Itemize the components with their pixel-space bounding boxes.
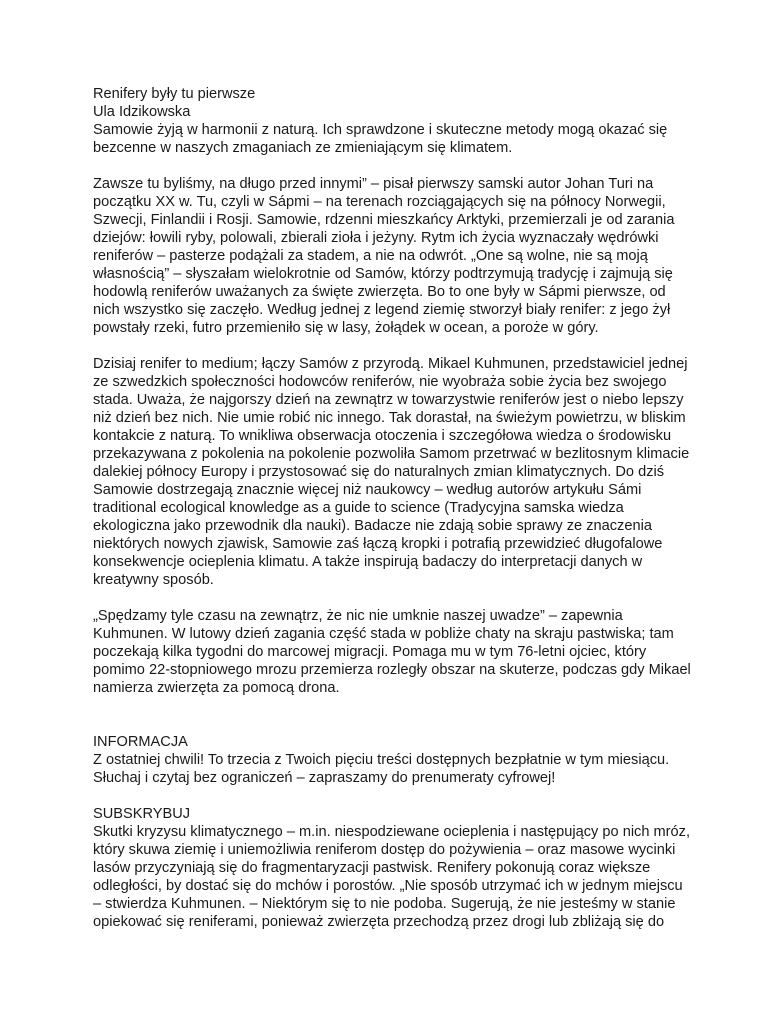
info-heading: INFORMACJA (93, 734, 188, 750)
body-line: przekazywana z pokolenia na pokolenie pozwoliła Samom przetrwać w bezlitosnym klimacie (93, 446, 690, 462)
info-line: Z ostatniej chwili! To trzecia z Twoich pięciu treści dostępnych bezpłatnie w tym miesiącu. (93, 752, 670, 768)
info-box (93, 733, 683, 787)
subscribe-link[interactable]: SUBSKRYBUJ (93, 806, 191, 822)
lead-line: bezcenne w naszych zmaganiach ze zmieniającym się klimatem. (93, 140, 513, 156)
body-line: ekologiczna jako przewodnik dla nauki). Badacze nie zdają sobie sprawy ze znaczenia (93, 518, 652, 534)
body-line: kontakcie z naturą. To wnikliwa obserwacja otoczenia i szczegółowa wiedza o środowisku (93, 428, 672, 444)
body-line: reniferów – pasterze podążali za stadem, a nie na odwrót. „One są wolne, nie są moją (93, 248, 648, 264)
body-line: Szwecji, Finlandii i Rosji. Samowie, rdzenni mieszkańcy Arktyki, przemierzali je od zarania (93, 212, 675, 228)
body-line: początku XX w. Tu, czyli w Sápmi – na terenach rozciągających się na północy Norwegii, (93, 194, 666, 210)
body-line: własnością” – słyszałam wielokrotnie od Samów, którzy podtrzymują tradycję i zajmują się (93, 266, 673, 282)
body-line: niektórych nowych zjawisk, Samowie zaś łączą kropki i potrafią przewidzieć długofalowe (93, 536, 663, 552)
article-title: Renifery były tu pierwsze (93, 86, 256, 102)
body-paragraph-4 (93, 823, 691, 931)
body-line: dalekiej północy Europy i przystosować się do naturalnych zmian klimatycznych. Do dziś (93, 464, 665, 480)
lead-line: Samowie żyją w harmonii z naturą. Ich sprawdzone i skuteczne metody mogą okazać się (93, 122, 668, 138)
body-line: niż dzień bez nich. Nie umie robić nic innego. Tak dorastał, na świeżym powietrzu, w bliskim (93, 410, 686, 426)
body-line: odległości, by dostać się do mchów i porostów. „Nie sposób utrzymać ich w jednym miejscu (93, 878, 683, 894)
body-paragraph-1 (93, 175, 683, 337)
body-line: traditional ecological knowledge as a guide to science (Tradycyjna samska wiedza (93, 500, 624, 516)
body-line: kreatywny sposób. (93, 572, 214, 588)
article-author: Ula Idzikowska (93, 104, 191, 120)
body-line: Samowie dostrzegają znacznie więcej niż naukowcy – według autorów artykułu Sámi (93, 482, 642, 498)
body-line: Kuhmunen. W lutowy dzień zagania część stada w pobliże chaty na skraju pastwiska; tam (93, 626, 674, 642)
info-line: Słuchaj i czytaj bez ograniczeń – zapraszamy do prenumeraty cyfrowej! (93, 770, 556, 786)
body-line: ze szwedzkich społeczności hodowców reniferów, nie wyobraża sobie życia bez swojego (93, 374, 667, 390)
body-line: dziejów: łowili ryby, polowali, zbierali zioła i jeżyny. Rytm ich życia wyznaczały wędrówki (93, 230, 659, 246)
body-line: powstały rzeki, futro przemieniło się w lasy, żołądek w ocean, a poroże w góry. (93, 320, 599, 336)
body-paragraph-2 (93, 355, 690, 589)
body-line: Zawsze tu byliśmy, na długo przed innymi” – pisał pierwszy samski autor Johan Turi na (93, 176, 654, 192)
body-line: nich wszystko się zaczęło. Według jednej z legend ziemię stworzył biały renifer: z jego żył (93, 302, 671, 318)
body-line: Dzisiaj renifer to medium; łączy Samów z przyrodą. Mikael Kuhmunen, przedstawiciel jednej (93, 356, 688, 372)
body-line: konsekwencje ocieplenia klimatu. A także inspirują badaczy do interpretacji danych w (93, 554, 643, 570)
body-line: – stwierdza Kuhmunen. – Niektórym się to nie podoba. Sugerują, że nie jesteśmy w stanie (93, 896, 676, 912)
document-page (93, 85, 691, 931)
body-line: namierza zwierzęta za pomocą drona. (93, 680, 340, 696)
body-line: Skutki kryzysu klimatycznego – m.in. niespodziewane ocieplenia i następujący po nich mróz, (93, 824, 691, 840)
body-line: poczekają kilka tygodni do marcowej migracji. Pomaga mu w tym 76-letni ojciec, który (93, 644, 647, 660)
body-line: pomimo 22-stopniowego mrozu przemierza rozległy obszar na skuterze, podczas gdy Mikael (93, 662, 691, 678)
body-line: który skuwa ziemię i uniemożliwia reniferom dostęp do pożywienia – oraz masowe wycinki (93, 842, 676, 858)
body-line: hodowlą reniferów uważanych za święte zwierzęta. Bo to one były w Sápmi pierwsze, od (93, 284, 666, 300)
body-line: opiekować się reniferami, ponieważ zwierzęta przechodzą przez drogi lub zbliżają się do (93, 914, 665, 930)
body-line: „Spędzamy tyle czasu na zewnątrz, że nic nie umknie naszej uwadze” – zapewnia (93, 608, 623, 624)
body-line: stada. Uważa, że najgorszy dzień na zewnątrz w towarzystwie reniferów jest o niebo lepszy (93, 392, 684, 408)
body-line: lasów przyczyniają się do fragmentaryzacji pastwisk. Renifery pokonują coraz większe (93, 860, 651, 876)
lead-paragraph (93, 121, 683, 157)
body-paragraph-3 (93, 607, 691, 697)
